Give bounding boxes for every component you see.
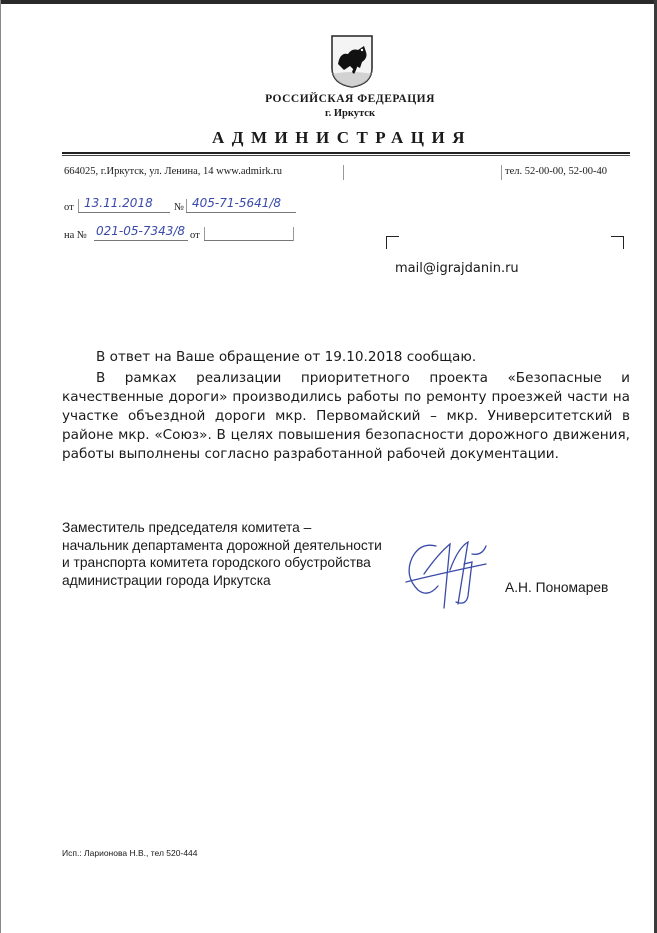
ref-date-underline xyxy=(204,240,294,241)
field-divider xyxy=(343,165,344,180)
recipient-corner-right xyxy=(611,236,624,249)
handwritten-signature xyxy=(398,534,498,614)
number-prefix: № xyxy=(174,202,185,213)
position-line: Заместитель председателя комитета – xyxy=(62,520,312,535)
org-address: 664025, г.Иркутск, ул. Ленина, 14 www.admirk.ru xyxy=(64,166,282,177)
executor-note: Исп.: Ларионова Н.В., тел 520-444 xyxy=(62,848,198,858)
number-underline xyxy=(186,212,296,213)
position-line: и транспорта комитета городского обустройства xyxy=(62,555,371,570)
field-divider xyxy=(78,199,79,213)
ref-number-prefix: на № xyxy=(64,230,87,241)
body-paragraph-1: В ответ на Ваше обращение от 19.10.2018 сообщаю. xyxy=(96,349,477,365)
letterhead-divider-thin xyxy=(62,155,630,156)
ref-number-underline xyxy=(94,240,188,241)
outgoing-date: 13.11.2018 xyxy=(84,196,153,210)
irkutsk-coat-of-arms-icon xyxy=(330,34,374,88)
org-title: АДМИНИСТРАЦИЯ xyxy=(212,128,473,147)
recipient-email: mail@igrajdanin.ru xyxy=(395,261,519,276)
ref-number: 021-05-7343/8 xyxy=(96,224,186,238)
signer-name: А.Н. Пономарев xyxy=(505,580,609,595)
letterhead-divider xyxy=(62,152,630,154)
org-city: г. Иркутск xyxy=(325,108,375,119)
org-phone: тел. 52-00-00, 52-00-40 xyxy=(505,166,607,177)
date-prefix: от xyxy=(64,202,74,213)
scan-border-left xyxy=(0,0,1,933)
field-divider xyxy=(186,199,187,213)
position-line: администрации города Иркутска xyxy=(62,572,271,588)
ref-date-prefix: от xyxy=(190,230,200,241)
field-divider xyxy=(501,165,502,180)
field-divider xyxy=(204,227,205,241)
position-line: начальник департамента дорожной деятельности xyxy=(62,537,382,553)
signatory-position xyxy=(62,519,382,589)
outgoing-number: 405-71-5641/8 xyxy=(192,196,282,210)
date-underline xyxy=(78,212,170,213)
body-paragraph-2: В рамках реализации приоритетного проекта «Безопасные и качественные дороги» производились работы по ремонту проезжей части на участке объездной дороги мкр. Первомайский – мкр. Университетский в районе мкр. «Союз». В целях повышения безопасности дорожного движения, работы выполнены согласно разработанной рабочей документации. xyxy=(62,370,630,462)
recipient-corner-left xyxy=(386,236,399,249)
field-divider xyxy=(293,227,294,241)
scan-border-top xyxy=(0,0,657,4)
org-country: РОССИЙСКАЯ ФЕДЕРАЦИЯ xyxy=(265,93,435,105)
